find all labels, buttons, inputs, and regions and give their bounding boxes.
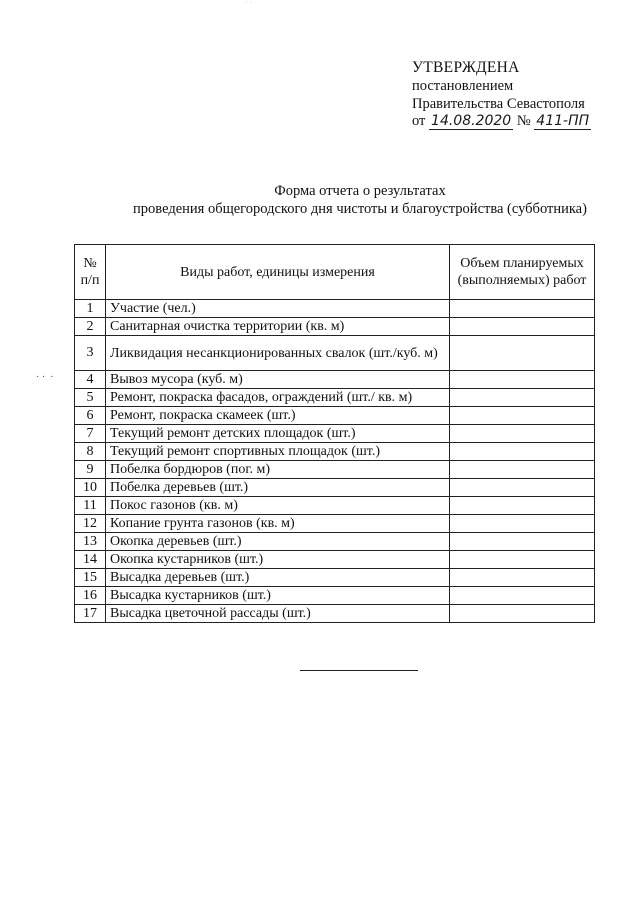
row-volume — [450, 461, 595, 479]
row-num: 10 — [75, 479, 106, 497]
approval-line1: постановлением — [412, 78, 514, 94]
row-volume — [450, 371, 595, 389]
table-row — [75, 605, 595, 623]
row-work: Побелка деревьев (шт.) — [106, 479, 450, 497]
row-volume — [450, 533, 595, 551]
table-row — [75, 300, 595, 318]
row-num: 5 — [75, 389, 106, 407]
table-row — [75, 569, 595, 587]
table-row — [75, 407, 595, 425]
row-work: Побелка бордюров (пог. м) — [106, 461, 450, 479]
row-work: Участие (чел.) — [106, 300, 450, 318]
approval-stamp — [412, 58, 627, 131]
row-volume — [450, 318, 595, 336]
row-volume — [450, 443, 595, 461]
row-work: Ремонт, покраска скамеек (шт.) — [106, 407, 450, 425]
row-volume — [450, 300, 595, 318]
form-title-line2: проведения общегородского дня чистоты и благоустройства (субботника) — [133, 201, 587, 217]
table-row — [75, 533, 595, 551]
row-num: 4 — [75, 371, 106, 389]
row-work: Текущий ремонт спортивных площадок (шт.) — [106, 443, 450, 461]
table-row — [75, 587, 595, 605]
table-row — [75, 515, 595, 533]
table-row — [75, 318, 595, 336]
table-row — [75, 461, 595, 479]
table-row — [75, 497, 595, 515]
row-num: 1 — [75, 300, 106, 318]
row-work: Санитарная очистка территории (кв. м) — [106, 318, 450, 336]
row-num: 3 — [75, 336, 106, 371]
row-work: Окопка деревьев (шт.) — [106, 533, 450, 551]
row-num: 9 — [75, 461, 106, 479]
number-prefix: № — [516, 113, 531, 129]
table-row — [75, 336, 595, 371]
row-volume — [450, 389, 595, 407]
table-row — [75, 389, 595, 407]
row-num: 7 — [75, 425, 106, 443]
table-row — [75, 479, 595, 497]
handwritten-date: 14.08.2020 — [431, 113, 512, 129]
date-prefix: от — [412, 113, 426, 129]
row-work: Высадка деревьев (шт.) — [106, 569, 450, 587]
header-volume: Объем планируемых (выполняемых) работ — [450, 245, 595, 300]
row-num: 17 — [75, 605, 106, 623]
row-volume — [450, 479, 595, 497]
approval-line2: Правительства Севастополя — [412, 95, 585, 112]
row-work: Текущий ремонт детских площадок (шт.) — [106, 425, 450, 443]
row-work: Покос газонов (кв. м) — [106, 497, 450, 515]
signature-line — [300, 670, 418, 671]
header-num: № п/п — [75, 245, 106, 300]
row-volume — [450, 336, 595, 371]
row-work: Высадка цветочной рассады (шт.) — [106, 605, 450, 623]
row-work: Высадка кустарников (шт.) — [106, 587, 450, 605]
row-num: 8 — [75, 443, 106, 461]
row-num: 11 — [75, 497, 106, 515]
row-work: Окопка кустарников (шт.) — [106, 551, 450, 569]
scan-mark: ˙ ˙ — [245, 0, 253, 9]
row-num: 15 — [75, 569, 106, 587]
table-row — [75, 371, 595, 389]
row-volume — [450, 605, 595, 623]
approval-date-line — [412, 113, 627, 131]
row-num: 2 — [75, 318, 106, 336]
scan-dots: · · · — [36, 372, 54, 383]
row-volume — [450, 515, 595, 533]
row-volume — [450, 425, 595, 443]
row-num: 13 — [75, 533, 106, 551]
row-work: Ликвидация несанкционированных свалок (шт./куб. м) — [106, 336, 450, 371]
row-volume — [450, 569, 595, 587]
table-row — [75, 551, 595, 569]
handwritten-number: 411-ПП — [536, 113, 590, 129]
form-title-line1: Форма отчета о результатах — [274, 183, 446, 199]
table-row — [75, 443, 595, 461]
approval-title: УТВЕРЖДЕНА — [412, 59, 520, 76]
row-work: Вывоз мусора (куб. м) — [106, 371, 450, 389]
table-body — [75, 300, 595, 623]
row-volume — [450, 551, 595, 569]
table-header-row — [75, 245, 595, 300]
row-num: 16 — [75, 587, 106, 605]
row-num: 14 — [75, 551, 106, 569]
row-work: Копание грунта газонов (кв. м) — [106, 515, 450, 533]
row-num: 6 — [75, 407, 106, 425]
row-volume — [450, 497, 595, 515]
row-volume — [450, 407, 595, 425]
table-row — [75, 425, 595, 443]
row-num: 12 — [75, 515, 106, 533]
header-work: Виды работ, единицы измерения — [106, 245, 450, 300]
row-volume — [450, 587, 595, 605]
row-work: Ремонт, покраска фасадов, ограждений (шт./ кв. м) — [106, 389, 450, 407]
report-table — [74, 244, 595, 623]
